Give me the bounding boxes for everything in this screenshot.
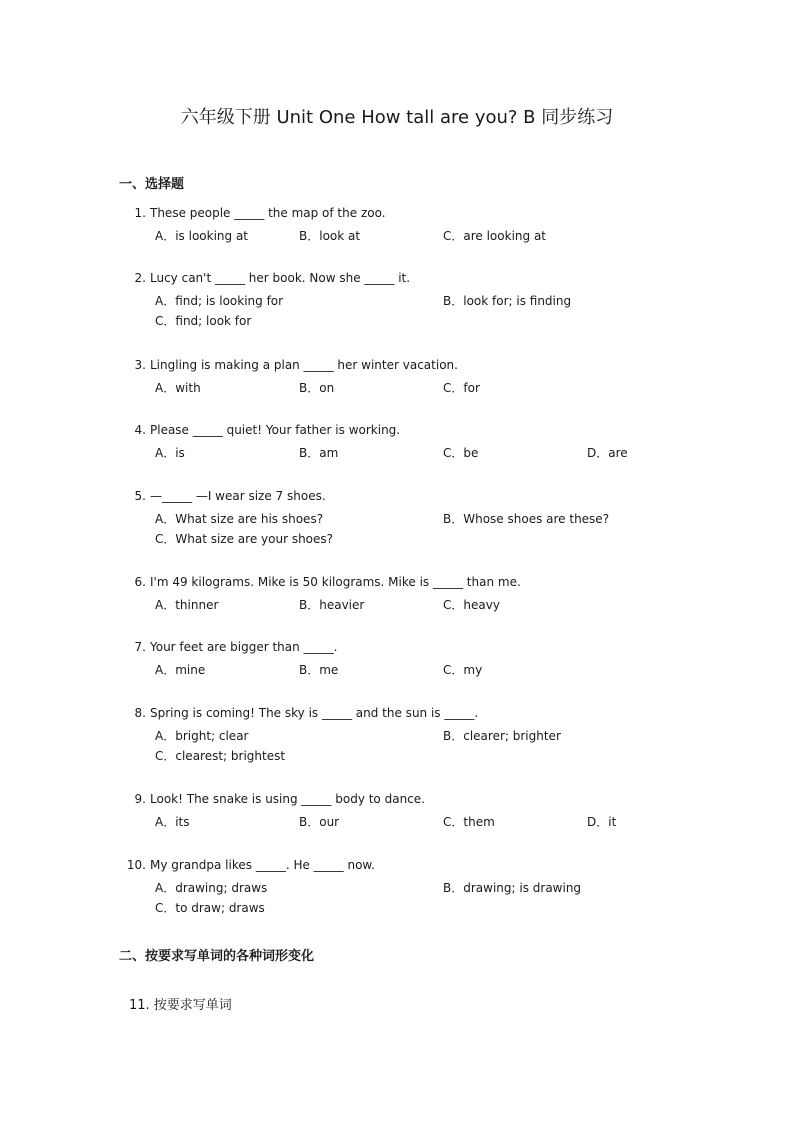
question-text: Lingling is making a plan _____ her winter vacation. [150, 358, 458, 372]
option-b: B．look for; is finding [443, 294, 572, 308]
question-number: 2. [134, 271, 146, 285]
question-number: 1. [134, 206, 146, 220]
option-b: B．am [299, 446, 339, 460]
option-c: C．are looking at [443, 229, 546, 243]
question-number: 10. [126, 858, 146, 872]
question-text: I'm 49 kilograms. Mike is 50 kilograms. Mike is _____ than me. [150, 575, 521, 589]
question-number: 7. [134, 640, 146, 654]
option-a: A．find; is looking for [155, 294, 284, 308]
option-b: B．look at [299, 229, 361, 243]
option-c: C．heavy [443, 598, 500, 612]
section-heading-word-forms: 二、按要求写单词的各种词形变化 [119, 949, 315, 964]
question-text: My grandpa likes _____. He _____ now. [150, 858, 375, 872]
question-text: Please _____ quiet! Your father is working. [150, 423, 401, 437]
question-number: 6. [134, 575, 146, 589]
option-a: A．What size are his shoes? [155, 512, 324, 526]
page-title: 六年级下册 Unit One How tall are you? B 同步练习 [180, 107, 614, 128]
question-text: Your feet are bigger than _____. [150, 640, 338, 654]
question-number: 9. [134, 792, 146, 806]
option-a: A．drawing; draws [155, 881, 268, 895]
question-number: 4. [134, 423, 146, 437]
option-b: B．Whose shoes are these? [443, 512, 610, 526]
question-text: Look! The snake is using _____ body to dance. [150, 792, 425, 806]
option-b: B．clearer; brighter [443, 729, 561, 743]
option-c: C．my [443, 663, 483, 677]
question-11-heading: 11. 按要求写单词 [129, 998, 232, 1013]
question-text: —_____ —I wear size 7 shoes. [150, 489, 326, 503]
question-number: 3. [134, 358, 146, 372]
option-c: C．to draw; draws [155, 901, 265, 915]
option-b: B．our [299, 815, 340, 829]
question-text: These people _____ the map of the zoo. [150, 206, 386, 220]
option-d: D．are [587, 446, 628, 460]
option-d: D．it [587, 815, 617, 829]
option-a: A．thinner [155, 598, 219, 612]
option-c: C．them [443, 815, 495, 829]
question-number: 8. [134, 706, 146, 720]
question-text: Spring is coming! The sky is _____ and the sun is _____. [150, 706, 479, 720]
option-c: C．for [443, 381, 480, 395]
option-b: B．on [299, 381, 335, 395]
option-c: C．find; look for [155, 314, 252, 328]
option-c: C．be [443, 446, 479, 460]
option-a: A．bright; clear [155, 729, 249, 743]
section-heading-multiple-choice: 一、选择题 [119, 177, 185, 192]
question-number: 5. [134, 489, 146, 503]
option-c: C．What size are your shoes? [155, 532, 334, 546]
option-a: A．its [155, 815, 190, 829]
option-b: B．drawing; is drawing [443, 881, 582, 895]
option-a: A．mine [155, 663, 206, 677]
option-c: C．clearest; brightest [155, 749, 286, 763]
option-a: A．with [155, 381, 201, 395]
option-a: A．is looking at [155, 229, 249, 243]
option-b: B．heavier [299, 598, 365, 612]
option-a: A．is [155, 446, 185, 460]
option-b: B．me [299, 663, 339, 677]
question-text: Lucy can't _____ her book. Now she _____ it. [150, 271, 411, 285]
